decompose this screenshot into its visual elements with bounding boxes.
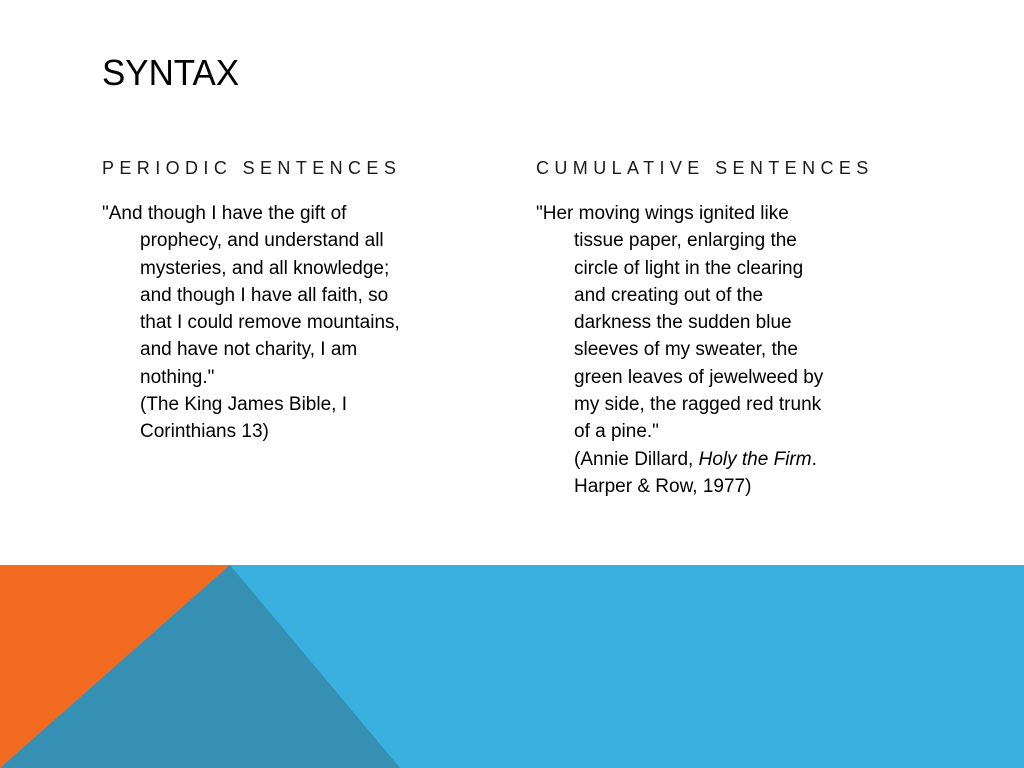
quote-line: of a pine." <box>574 421 659 443</box>
quote-line: my side, the ragged red trunk <box>574 394 822 416</box>
citation-line: (The King James Bible, I <box>140 394 347 416</box>
citation-suffix: . <box>811 448 817 470</box>
cumulative-sentences-column <box>536 156 916 500</box>
citation-prefix: (Annie Dillard, <box>574 448 699 470</box>
quote-line: circle of light in the clearing <box>574 257 804 279</box>
quote-line: and have not charity, I am <box>140 339 358 361</box>
quote-line: tissue paper, enlarging the <box>574 230 797 252</box>
quote-line: mysteries, and all knowledge; <box>140 257 390 279</box>
book-title: Holy the Firm <box>698 448 812 470</box>
quote-line: green leaves of jewelweed by <box>574 366 824 388</box>
quote-line: and creating out of the <box>574 284 764 306</box>
quote-line: and though I have all faith, so <box>140 284 389 306</box>
periodic-sentences-column <box>102 156 482 446</box>
citation-line: Corinthians 13) <box>140 421 269 443</box>
cumulative-sentence-quote <box>536 200 916 500</box>
quote-line: nothing." <box>140 366 215 388</box>
periodic-sentence-quote <box>102 200 482 446</box>
quote-line: darkness the sudden blue <box>574 312 792 334</box>
slide-title: SYNTAX <box>102 52 240 93</box>
citation-line <box>574 446 916 473</box>
footer-decoration <box>0 565 1024 768</box>
cumulative-sentences-heading: CUMULATIVE SENTENCES <box>536 158 874 178</box>
quote-line: prophecy, and understand all <box>140 230 384 252</box>
quote-line: "And though I have the gift of <box>102 203 347 224</box>
citation-line: Harper & Row, 1977) <box>574 475 752 497</box>
quote-line: "Her moving wings ignited like <box>536 203 789 224</box>
periodic-sentences-heading: PERIODIC SENTENCES <box>102 158 402 178</box>
quote-line: that I could remove mountains, <box>140 312 400 334</box>
quote-line: sleeves of my sweater, the <box>574 339 798 361</box>
